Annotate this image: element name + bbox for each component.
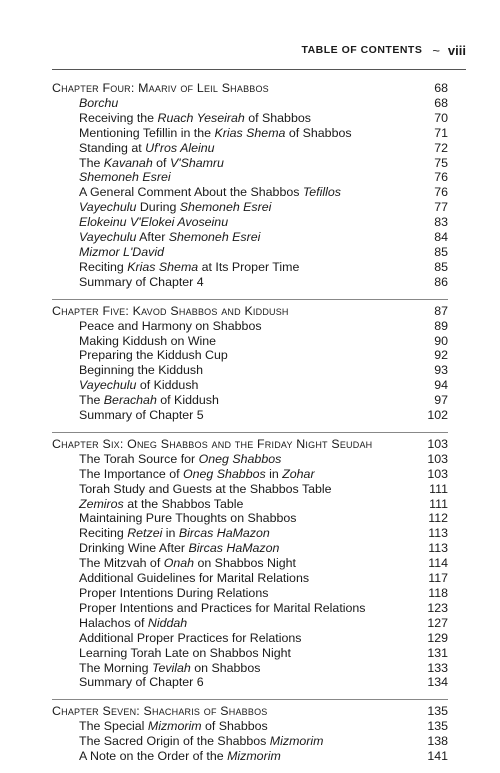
- toc-entry: [52, 586, 448, 601]
- toc-entry-page-number: 70: [434, 110, 448, 125]
- toc-entry-page-number: 127: [427, 615, 448, 630]
- toc-entry-title: [52, 661, 260, 676]
- toc-entry-page-number: 68: [434, 95, 448, 110]
- toc-entry: [52, 215, 448, 230]
- toc-entry-page-number: 85: [434, 259, 448, 274]
- toc-entry-page-number: 135: [427, 719, 448, 734]
- entry-text: of Shabbos: [244, 110, 311, 125]
- page-number: viii: [447, 42, 466, 58]
- italic-term: Mizmor L'David: [79, 244, 164, 259]
- italic-term: Mizmorim: [147, 719, 202, 734]
- toc-entry-title: [52, 734, 323, 749]
- italic-term: Borchu: [79, 95, 119, 110]
- toc-entry: [52, 141, 448, 156]
- toc-entry-title: [52, 185, 341, 200]
- toc-entry-page-number: 138: [427, 734, 448, 749]
- toc-entry-page-number: 111: [429, 496, 448, 511]
- entry-text: The Sacred Origin of the Shabbos: [79, 734, 270, 749]
- running-header: [52, 40, 466, 60]
- toc-entry-title: [52, 586, 268, 601]
- toc-entry: [52, 631, 448, 646]
- italic-term: Bircas HaMazon: [178, 526, 270, 541]
- toc-entry-title: [52, 482, 332, 497]
- toc-entry-title: [52, 230, 260, 245]
- toc-entry: [52, 482, 448, 497]
- entry-text: Torah Study and Guests at the Shabbos Table: [79, 481, 332, 496]
- entry-text: Learning Torah Late on Shabbos Night: [79, 645, 291, 660]
- entry-text: Beginning the Kiddush: [79, 363, 204, 378]
- running-header-title: TABLE OF CONTENTS: [301, 44, 423, 56]
- entry-text: Summary of Chapter 5: [79, 408, 204, 423]
- toc-entry-title: [52, 541, 279, 556]
- italic-term: Bircas HaMazon: [188, 541, 280, 556]
- toc-entry: [52, 408, 448, 423]
- toc-entry-page-number: 72: [434, 140, 448, 155]
- italic-term: Zohar: [282, 466, 315, 481]
- toc-entry-title: [52, 556, 296, 571]
- entry-text: Preparing the Kiddush Cup: [79, 348, 228, 363]
- toc-entry-page-number: 117: [428, 571, 448, 586]
- italic-term: Elokeinu V'Elokei Avoseinu: [79, 215, 229, 230]
- toc-entry-title: [52, 526, 270, 541]
- entry-text: in: [265, 466, 283, 481]
- toc-entry-title: [52, 393, 219, 408]
- entry-text: After: [136, 230, 169, 245]
- italic-term: Oneg Shabbos: [198, 451, 282, 466]
- italic-term: Ruach Yeseirah: [157, 110, 245, 125]
- toc-entry-title: [52, 245, 164, 260]
- chapter-heading: [52, 704, 448, 719]
- entry-text: Additional Guidelines for Marital Relations: [79, 571, 310, 586]
- toc-entry: [52, 393, 448, 408]
- toc-entry-title: [52, 719, 268, 734]
- italic-term: Niddah: [147, 615, 188, 630]
- entry-text: Proper Intentions and Practices for Marital Relations: [79, 600, 366, 615]
- italic-term: Vayechulu: [79, 230, 137, 245]
- toc-entry-title: [52, 497, 243, 512]
- entry-text: of Kiddush: [136, 378, 199, 393]
- entry-text: of: [152, 155, 170, 170]
- toc-entry-page-number: 103: [427, 451, 448, 466]
- italic-term: Shemoneh Esrei: [179, 200, 272, 215]
- toc-entry-page-number: 76: [434, 185, 448, 200]
- toc-entry-title: [52, 319, 262, 334]
- italic-term: Retzei: [127, 526, 163, 541]
- italic-term: Shemoneh Esrei: [168, 230, 261, 245]
- toc-entry: [52, 96, 448, 111]
- table-of-contents: [52, 81, 448, 773]
- entry-text: The Morning: [79, 660, 153, 675]
- toc-entry: [52, 646, 448, 661]
- entry-text: Drinking Wine After: [79, 541, 189, 556]
- italic-term: Vayechulu: [79, 200, 137, 215]
- toc-entry: [52, 661, 448, 676]
- toc-entry-title: [52, 348, 228, 363]
- italic-term: Mizmorim: [227, 749, 281, 764]
- toc-entry-title: [52, 156, 224, 171]
- italic-term: Onah: [163, 556, 195, 571]
- toc-entry-title: [52, 111, 311, 126]
- entry-text: Maintaining Pure Thoughts on Shabbos: [79, 511, 297, 526]
- toc-entry: [52, 126, 448, 141]
- entry-text: of Shabbos: [201, 719, 268, 734]
- toc-entry-page-number: 86: [434, 274, 448, 289]
- toc-entry-page-number: 141: [427, 749, 448, 764]
- toc-entry: [52, 275, 448, 290]
- toc-entry-page-number: 75: [434, 155, 448, 170]
- toc-entry: [52, 200, 448, 215]
- entry-text: The Torah Source for: [79, 451, 199, 466]
- toc-entry-page-number: 84: [434, 230, 448, 245]
- entry-text: on Shabbos Night: [194, 556, 296, 571]
- chapter-heading: [52, 81, 448, 96]
- entry-text: Reciting: [79, 526, 128, 541]
- toc-entry-page-number: 123: [427, 600, 448, 615]
- italic-term: Berachah: [103, 393, 157, 408]
- italic-term: Tefillos: [302, 185, 341, 200]
- toc-entry: [52, 260, 448, 275]
- toc-entry-title: [52, 675, 204, 690]
- entry-text: Making Kiddush on Wine: [79, 333, 217, 348]
- toc-entry-page-number: 93: [434, 363, 448, 378]
- toc-entry: [52, 511, 448, 526]
- chapter-title: Chapter Four: Maariv of Leil Shabbos: [52, 81, 269, 95]
- chapter-page-number: 103: [427, 436, 448, 451]
- toc-entry: [52, 363, 448, 378]
- toc-entry-page-number: 97: [434, 393, 448, 408]
- entry-text: on Shabbos: [190, 660, 261, 675]
- toc-entry: [52, 734, 448, 749]
- entry-text: Proper Intentions During Relations: [79, 586, 269, 600]
- entry-text: Halachos of: [79, 615, 148, 630]
- toc-entry-title: [52, 170, 171, 185]
- entry-text: Peace and Harmony on Shabbos: [79, 318, 262, 333]
- toc-entry-page-number: 85: [434, 244, 448, 259]
- toc-entry: [52, 378, 448, 393]
- toc-entry-title: [52, 334, 216, 349]
- toc-entry: [52, 245, 448, 260]
- toc-entry: [52, 601, 448, 616]
- chapter-divider: [52, 432, 448, 433]
- chapter-heading: [52, 437, 448, 452]
- toc-entry-page-number: 134: [427, 675, 448, 690]
- header-rule: [52, 69, 466, 70]
- toc-entry-page-number: 129: [427, 630, 448, 645]
- entry-text: A Note on the Order of the: [79, 749, 228, 764]
- toc-entry-page-number: 76: [434, 170, 448, 185]
- toc-entry: [52, 571, 448, 586]
- entry-text: The: [79, 393, 104, 408]
- entry-text: Additional Proper Practices for Relations: [79, 630, 302, 645]
- toc-entry-page-number: 118: [428, 586, 448, 600]
- toc-entry-page-number: 94: [434, 378, 448, 393]
- entry-text: of Shabbos: [285, 125, 352, 140]
- toc-entry-page-number: 114: [428, 556, 448, 571]
- toc-entry: [52, 616, 448, 631]
- toc-entry-page-number: 83: [434, 215, 448, 230]
- toc-entry-title: [52, 96, 118, 111]
- chapter-title: Chapter Six: Oneg Shabbos and the Friday Night Seudah: [52, 436, 373, 451]
- chapter-title: Chapter Five: Kavod Shabbos and Kiddush: [52, 303, 289, 318]
- entry-text: Reciting: [79, 259, 128, 274]
- toc-entry-page-number: 131: [427, 645, 448, 660]
- entry-text: in: [162, 526, 179, 541]
- chapter-section: [52, 299, 448, 423]
- toc-entry: [52, 185, 448, 200]
- italic-term: Krias Shema: [127, 259, 199, 274]
- chapter-page-number: 87: [434, 303, 448, 318]
- entry-text: During: [136, 200, 180, 215]
- toc-entry-title: [52, 215, 228, 230]
- toc-entry-title: [52, 511, 296, 526]
- toc-entry-title: [52, 616, 187, 631]
- toc-entry-page-number: 111: [429, 481, 448, 496]
- toc-entry-title: [52, 601, 366, 616]
- italic-term: Mizmorim: [269, 734, 324, 749]
- chapter-page-number: 135: [427, 704, 448, 719]
- ornament-icon: ~: [432, 42, 440, 58]
- italic-term: Shemoneh Esrei: [79, 170, 171, 185]
- toc-entry: [52, 526, 448, 541]
- toc-entry-page-number: 77: [434, 200, 448, 215]
- entry-text: The Importance of: [79, 466, 183, 481]
- toc-entry-page-number: 103: [427, 466, 448, 481]
- toc-entry-title: [52, 571, 309, 586]
- italic-term: Tevilah: [152, 660, 191, 675]
- entry-text: at the Shabbos Table: [123, 496, 244, 511]
- entry-text: Receiving the: [79, 110, 158, 125]
- toc-entry-page-number: 113: [428, 526, 448, 541]
- toc-entry-title: [52, 200, 271, 215]
- toc-entry: [52, 497, 448, 512]
- entry-text: The: [79, 155, 104, 170]
- toc-entry: [52, 334, 448, 349]
- toc-entry-title: [52, 452, 281, 467]
- toc-entry: [52, 111, 448, 126]
- chapter-title: Chapter Seven: Shacharis of Shabbos: [52, 704, 268, 719]
- italic-term: Krias Shema: [214, 125, 286, 140]
- toc-entry-title: [52, 378, 198, 393]
- toc-entry-title: [52, 126, 352, 141]
- toc-entry: [52, 156, 448, 171]
- toc-entry-title: [52, 467, 315, 482]
- toc-entry: [52, 556, 448, 571]
- toc-entry: [52, 749, 448, 764]
- toc-entry-title: [52, 631, 301, 646]
- italic-term: Oneg Shabbos: [183, 466, 266, 481]
- toc-entry: [52, 319, 448, 334]
- toc-entry-title: [52, 646, 291, 661]
- toc-entry-title: [52, 408, 204, 423]
- entry-text: at Its Proper Time: [198, 259, 300, 274]
- toc-entry-page-number: 71: [434, 125, 448, 140]
- toc-entry: [52, 675, 448, 690]
- chapter-divider: [52, 299, 448, 300]
- italic-term: Zemiros: [79, 496, 124, 511]
- toc-entry-page-number: 133: [427, 660, 448, 675]
- toc-entry-page-number: 102: [427, 408, 448, 423]
- toc-entry: [52, 541, 448, 556]
- toc-entry-title: [52, 260, 299, 275]
- entry-text: of Kiddush: [156, 393, 219, 408]
- entry-text: Summary of Chapter 4: [79, 274, 204, 289]
- chapter-section: [52, 432, 448, 690]
- toc-entry-page-number: 113: [428, 541, 448, 556]
- toc-entry-title: [52, 749, 281, 764]
- entry-text: Mentioning Tefillin in the: [79, 125, 215, 140]
- entry-text: A General Comment About the Shabbos: [79, 185, 303, 200]
- toc-entry-title: [52, 275, 204, 290]
- chapter-page-number: 68: [434, 81, 448, 95]
- italic-term: Kavanah: [103, 155, 153, 170]
- italic-term: V'Shamru: [169, 155, 224, 170]
- toc-entry-page-number: 89: [434, 318, 448, 333]
- italic-term: Uf'ros Aleinu: [145, 140, 215, 155]
- toc-entry: [52, 452, 448, 467]
- toc-entry-page-number: 92: [434, 348, 448, 363]
- toc-entry: [52, 170, 448, 185]
- chapter-divider: [52, 699, 448, 700]
- toc-entry: [52, 719, 448, 734]
- toc-entry: [52, 348, 448, 363]
- entry-text: The Special: [79, 719, 148, 734]
- chapter-heading: [52, 304, 448, 319]
- toc-entry-title: [52, 141, 215, 156]
- toc-entry: [52, 230, 448, 245]
- toc-entry: [52, 467, 448, 482]
- toc-entry-title: [52, 363, 203, 378]
- entry-text: Standing at: [79, 140, 146, 155]
- chapter-section: [52, 699, 448, 764]
- entry-text: Summary of Chapter 6: [79, 675, 204, 690]
- entry-text: The Mitzvah of: [79, 556, 164, 571]
- italic-term: Vayechulu: [79, 378, 137, 393]
- chapter-section: [52, 81, 448, 290]
- toc-entry-page-number: 90: [434, 333, 448, 348]
- toc-entry-page-number: 112: [428, 511, 448, 526]
